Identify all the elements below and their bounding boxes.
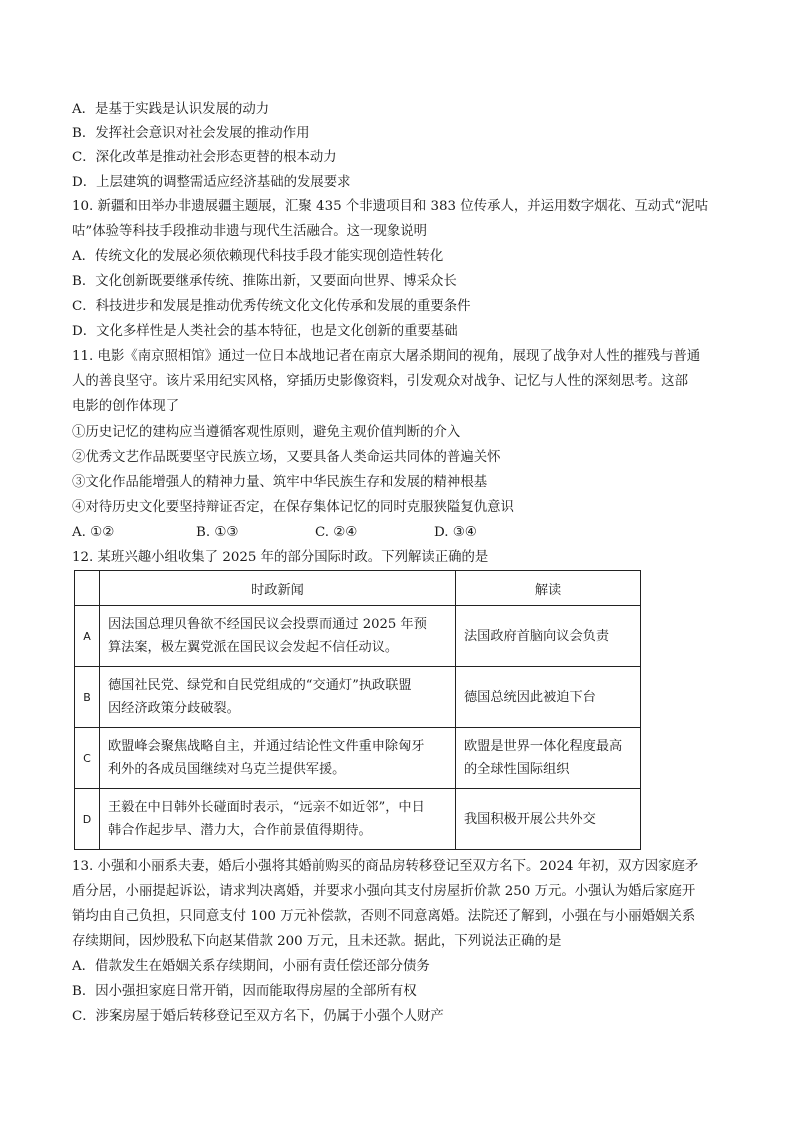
q10-option-d: D．文化多样性是人类社会的基本特征，也是文化创新的重要基础	[72, 324, 458, 339]
q11-statement-1: ①历史记忆的建构应当遵循客观性原则，避免主观价值判断的介入	[72, 425, 461, 440]
q13-option-c: C．涉案房屋于婚后转移登记至双方名下，仍属于小强个人财产	[72, 1009, 444, 1024]
news-line: 德国社民党、绿党和自民党组成的“交通灯”执政联盟	[108, 678, 412, 693]
q11-stem-line-2: 人的善良坚守。该片采用纪实风格，穿插历史影像资料，引发观众对战争、记忆与人性的深刻思考。这部	[72, 374, 688, 389]
news-line: 利外的各成员国继续对乌克兰提供军援。	[108, 762, 346, 777]
table-header-interp: 解读	[456, 571, 641, 606]
news-line: 欧盟峰会聚焦战略自主，并通过结论性文件重申除匈牙	[108, 739, 425, 754]
q10-option-b: B．文化创新既要继承传统、推陈出新，又要面向世界、博采众长	[72, 274, 457, 289]
news-cell	[100, 789, 456, 850]
interp-cell	[456, 606, 641, 667]
interp-line: 法国政府首脑向议会负责	[464, 628, 610, 644]
table-header-row	[75, 571, 641, 606]
news-line: 王毅在中日韩外长碰面时表示，“远亲不如近邻”，中日	[108, 800, 425, 815]
q13-stem-line-2: 盾分居，小丽提起诉讼，请求判决离婚，并要求小强向其支付房屋折价款 250 万元。小强认为婚后家庭开	[72, 884, 696, 899]
q9-option-c: C．深化改革是推动社会形态更替的根本动力	[72, 150, 337, 165]
q11-choice-d: D. ③④	[434, 525, 477, 540]
q9-option-a: A．是基于实践是认识发展的动力	[72, 102, 270, 117]
q12-news-table	[74, 570, 641, 850]
news-cell	[100, 606, 456, 667]
q10-stem-line-2: 咕”体验等科技手段推动非遗与现代生活融合。这一现象说明	[72, 224, 427, 239]
q11-stem-line-3: 电影的创作体现了	[72, 399, 180, 414]
row-label: A	[75, 606, 100, 667]
row-label: B	[75, 667, 100, 728]
q13-option-a: A．借款发生在婚姻关系存续期间，小丽有责任偿还部分债务	[72, 959, 430, 974]
q13-stem-line-1: 13. 小强和小丽系夫妻，婚后小强将其婚前购买的商品房转移登记至双方名下。2024 年初，双方因家庭矛	[72, 859, 699, 874]
q11-choice-a: A. ①②	[72, 525, 115, 540]
news-cell	[100, 728, 456, 789]
table-row	[75, 667, 641, 728]
q10-stem-line-1: 10. 新疆和田举办非遗展疆主题展，汇聚 435 个非遗项目和 383 位传承人，并运用数字烟花、互动式“泥咕	[72, 199, 709, 214]
q11-choice-c: C. ②④	[315, 525, 358, 540]
q12-stem: 12. 某班兴趣小组收集了 2025 年的部分国际时政。下列解读正确的是	[72, 550, 489, 565]
q11-choice-b: B. ①③	[196, 525, 239, 540]
row-label: D	[75, 789, 100, 850]
q11-statement-4: ④对待历史文化要坚持辩证否定，在保存集体记忆的同时克服狭隘复仇意识	[72, 500, 514, 515]
table-row	[75, 606, 641, 667]
q13-stem-line-3: 销均由自己负担，只同意支付 100 万元补偿款，否则不同意离婚。法院还了解到，小强在与小丽婚姻关系	[72, 909, 696, 924]
table-row	[75, 728, 641, 789]
news-line: 因经济政策分歧破裂。	[108, 701, 240, 716]
q10-option-c: C．科技进步和发展是推动优秀传统文化文化传承和发展的重要条件	[72, 299, 471, 314]
interp-cell	[456, 728, 641, 789]
news-line: 算法案，极左翼党派在国民议会发起不信任动议。	[108, 640, 399, 655]
row-label: C	[75, 728, 100, 789]
news-line: 因法国总理贝鲁欲不经国民议会投票而通过 2025 年预	[108, 617, 427, 632]
news-cell	[100, 667, 456, 728]
interp-line: 的全球性国际组织	[464, 762, 570, 777]
news-line: 韩合作起步早、潜力大，合作前景值得期待。	[108, 823, 372, 838]
q10-option-a: A．传统文化的发展必须依赖现代科技手段才能实现创造性转化	[72, 249, 444, 264]
q11-statement-3: ③文化作品能增强人的精神力量、筑牢中华民族生存和发展的精神根基	[72, 475, 488, 490]
q13-option-b: B．因小强担家庭日常开销，因而能取得房屋的全部所有权	[72, 984, 417, 999]
q11-statement-2: ②优秀文艺作品既要坚守民族立场，又要具备人类命运共同体的普遍关怀	[72, 450, 501, 465]
table-row	[75, 789, 641, 850]
q11-stem-line-1: 11. 电影《南京照相馆》通过一位日本战地记者在南京大屠杀期间的视角，展现了战争对人性的摧残与普通	[72, 349, 701, 364]
table-header-news: 时政新闻	[100, 571, 456, 606]
interp-line: 欧盟是世界一体化程度最高	[464, 739, 623, 754]
interp-line: 德国总统因此被迫下台	[464, 689, 596, 705]
q9-option-d: D．上层建筑的调整需适应经济基础的发展要求	[72, 175, 351, 190]
interp-cell	[456, 667, 641, 728]
interp-cell	[456, 789, 641, 850]
q9-option-b: B．发挥社会意识对社会发展的推动作用	[72, 126, 310, 141]
interp-line: 我国积极开展公共外交	[464, 811, 596, 827]
q13-stem-line-4: 存续期间，因炒股私下向赵某借款 200 万元，且未还款。据此，下列说法正确的是	[72, 934, 562, 949]
table-header-label	[75, 571, 100, 606]
